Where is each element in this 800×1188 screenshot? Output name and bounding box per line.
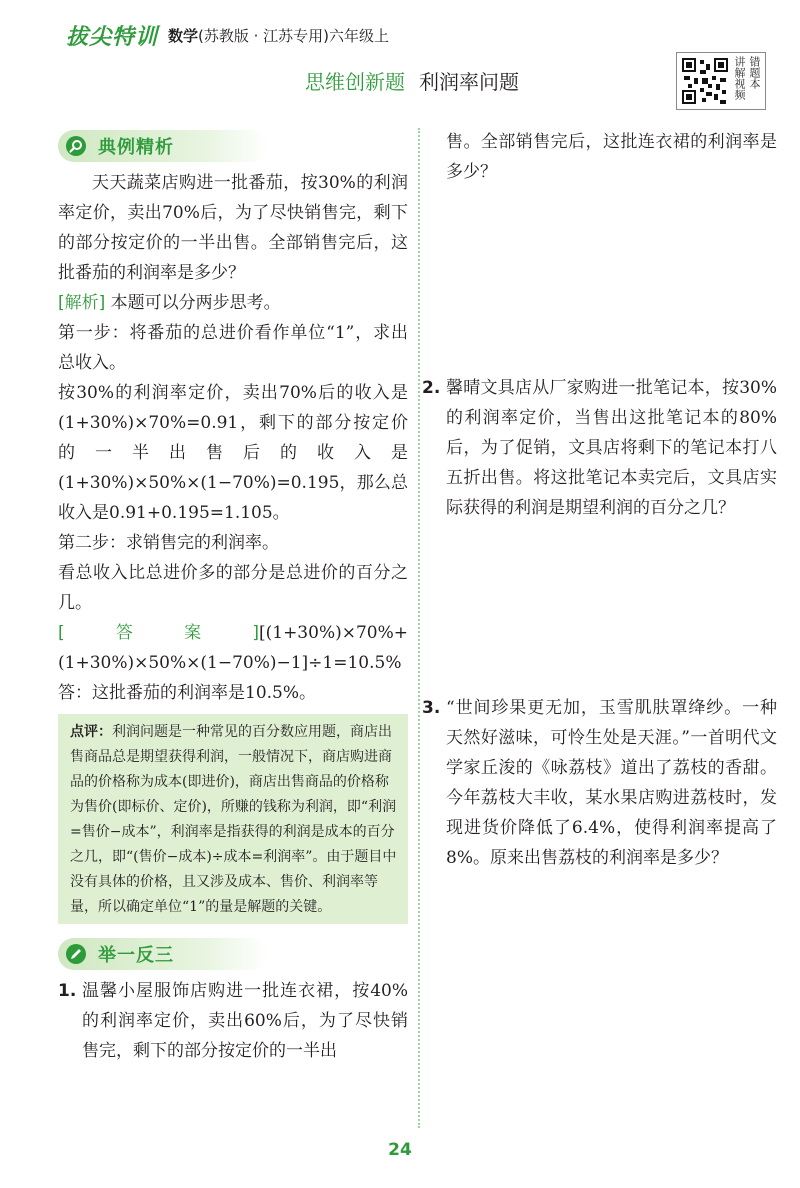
question-1 bbox=[58, 976, 408, 1066]
question-2-number: 2. bbox=[422, 378, 441, 398]
answer-line bbox=[58, 618, 408, 678]
answer-formula: [(1+30%)×70%+(1+30%)×50%×(1−70%)−1]÷1=10.5% bbox=[58, 623, 408, 673]
question-2-text: 馨晴文具店从厂家购进一批笔记本，按30%的利润率定价，当售出这批笔记本的80%后，为了促销，文具店将剩下的笔记本打八五折出售。将这批笔记本卖完后，文具店实际获得的利润是期望利润的百分之几？ bbox=[446, 378, 777, 518]
question-3-number: 3. bbox=[422, 698, 441, 718]
subject-name: 数学 bbox=[168, 27, 199, 45]
analysis-intro: 本题可以分两步思考。 bbox=[110, 293, 281, 313]
column-divider bbox=[418, 128, 420, 1128]
question-1-continued bbox=[422, 127, 777, 187]
pencil-icon bbox=[64, 942, 88, 966]
question-3-text: “世间珍果更无加，玉雪肌肤罩绛纱。一种天然好滋味，可怜生处是天涯。”一首明代文学家丘浚的《咏荔枝》道出了荔枝的香甜。今年荔枝大丰收，某水果店购进荔枝时，发现进货价降低了6.4%，使得利润率提高了8%。原来出售荔枝的利润率是多少？ bbox=[446, 698, 777, 868]
step-two-detail: 看总收入比总进价多的部分是总进价的百分之几。 bbox=[58, 563, 408, 613]
magnifier-icon bbox=[64, 134, 88, 158]
step-two: 第二步：求销售完的利润率。 bbox=[58, 533, 279, 553]
question-3 bbox=[422, 693, 777, 873]
question-2 bbox=[422, 373, 777, 523]
subject-edition: (苏教版 · 江苏专用)六年级上 bbox=[198, 27, 390, 45]
step-one: 第一步：将番茄的总进价看作单位“1”，求出总收入。 bbox=[58, 323, 408, 373]
qr-code-icon[interactable] bbox=[680, 56, 730, 106]
page-number: 24 bbox=[388, 1140, 412, 1160]
answer-text: 答：这批番茄的利润率是10.5%。 bbox=[58, 683, 317, 703]
comment-lead: 点评： bbox=[70, 724, 112, 740]
comment-text: 利润问题是一种常见的百分数应用题，商店出售商品总是期望获得利润，一般情况下，商店购进商品的价格称为成本(即进价)，商店出售商品的价格称为售价(即标价、定价)，所赚的钱称为利润，即“利润=售价−成本”，利润率是指获得的利润是成本的百分之几，即“(售价−成本)÷成本=利润率”。由于题目中没有具体的价格，且又涉及成本、售价、利润率等量，所以确定单位“1”的量是解题的关键。 bbox=[70, 724, 397, 915]
analysis-line bbox=[58, 288, 408, 318]
example-heading-label: 典例精析 bbox=[98, 137, 174, 158]
page-topic bbox=[305, 66, 519, 95]
qr-label-mistakes: 错题本 bbox=[748, 56, 761, 89]
answer-tag: [答案] bbox=[58, 623, 259, 643]
example-heading bbox=[58, 130, 268, 162]
example-problem: 天天蔬菜店购进一批番茄，按30%的利润率定价，卖出70%后，为了尽快销售完，剩下的部分按定价的一半出售。全部销售完后，这批番茄的利润率是多少？ bbox=[58, 173, 408, 283]
question-1-number: 1. bbox=[58, 981, 77, 1001]
brand-logo: 拔尖特训 bbox=[66, 25, 159, 50]
question-1-text-continued: 售。全部销售完后，这批连衣裙的利润率是多少？ bbox=[446, 132, 777, 182]
question-1-text: 温馨小屋服饰店购进一批连衣裙，按40%的利润率定价，卖出60%后，为了尽快销售完，剩下的部分按定价的一半出 bbox=[82, 981, 408, 1061]
right-column bbox=[422, 125, 777, 873]
analysis-tag: [解析] bbox=[58, 293, 106, 313]
qr-labels bbox=[733, 56, 765, 100]
step-one-detail: 按30%的利润率定价，卖出70%后的收入是(1+30%)×70%=0.91，剩下的部分按定价的一半出售后的收入是(1+30%)×50%×(1−70%)=0.195，那么总收入是0.91+0.195=1.105。 bbox=[58, 383, 408, 523]
comment-box bbox=[58, 714, 408, 924]
topic-title: 利润率问题 bbox=[419, 70, 519, 94]
practice-heading bbox=[58, 938, 268, 970]
topic-category: 思维创新题 bbox=[305, 70, 405, 94]
left-column bbox=[58, 125, 408, 1066]
practice-heading-label: 举一反三 bbox=[98, 945, 174, 966]
book-subject bbox=[168, 25, 389, 46]
qr-code-box[interactable] bbox=[676, 52, 766, 110]
page-header bbox=[0, 0, 800, 125]
qr-label-video: 讲解视频 bbox=[733, 56, 746, 100]
